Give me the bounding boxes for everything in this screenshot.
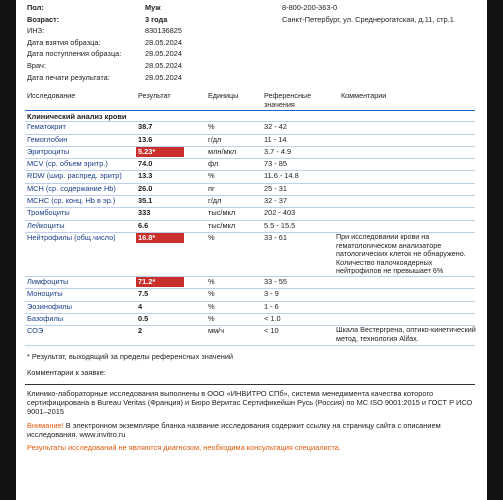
warning-label: Внимание! — [27, 421, 64, 430]
test-name: MCH (ср. содержание Hb) — [27, 184, 116, 193]
patient-field — [27, 60, 182, 72]
reference-range: 33 - 55 — [264, 277, 288, 286]
field-value: 28.05.2024 — [145, 37, 182, 47]
result-value: 333 — [138, 208, 151, 217]
reference-range: 202 - 403 — [264, 208, 296, 217]
warning-text — [27, 421, 477, 439]
flagged-result: 5.23* — [136, 147, 184, 157]
field-label: Дата взятия образца: — [27, 37, 101, 47]
reference-range: < 1.0 — [264, 314, 281, 323]
header-divider — [25, 110, 475, 111]
result-unit: % — [208, 302, 215, 311]
section-title: Клинический анализ крови — [27, 112, 127, 121]
test-name: Моноциты — [27, 289, 63, 298]
test-name: Лимфоциты — [27, 277, 69, 286]
test-name: MCHC (ср. конц. Hb в эр.) — [27, 196, 116, 205]
result-unit: пг — [208, 184, 215, 193]
comments-label: Комментарии к заявке: — [27, 368, 106, 377]
lab-address: Санкт-Петербург, ул. Среднерогатская, д.11, стр.1 — [282, 14, 454, 24]
lab-report — [16, 0, 487, 500]
field-label: Возраст: — [27, 14, 60, 24]
disclaimer-text: Результаты исследований не являются диагнозом, необходима консультация специалиста. — [27, 443, 341, 452]
result-value: 26.0 — [138, 184, 153, 193]
lab-phone: 8-800-200-363-0 — [282, 3, 338, 12]
row-divider — [25, 146, 475, 147]
reference-range: 1 - 6 — [264, 302, 279, 311]
test-name: Тромбоциты — [27, 208, 70, 217]
flagged-result: 16.8* — [136, 233, 184, 243]
result-value: 74.0 — [138, 159, 153, 168]
right-frame — [487, 0, 503, 500]
result-unit: % — [208, 171, 215, 180]
reference-range: 32 - 37 — [264, 196, 288, 205]
reference-range: 3 - 9 — [264, 289, 279, 298]
test-name: Гемоглобин — [27, 135, 68, 144]
reference-range: 5.5 - 15.5 — [264, 221, 296, 230]
field-value: 3 года — [145, 14, 168, 24]
reference-range: 33 - 61 — [264, 233, 288, 242]
test-name: Эритроциты — [27, 147, 70, 156]
patient-field — [27, 48, 182, 60]
field-label: ИНЗ: — [27, 26, 45, 36]
result-unit: % — [208, 289, 215, 298]
result-comment: Шкала Вестергрена, оптико-кинетический метод, технология Alifax. — [336, 325, 476, 343]
header-unit: Единицы — [208, 91, 239, 100]
patient-info — [27, 2, 182, 83]
patient-field — [27, 37, 182, 49]
footer-divider — [25, 384, 475, 385]
header-ref: Референсные значения — [264, 91, 312, 109]
reference-range: 73 - 85 — [264, 159, 288, 168]
left-frame — [0, 0, 16, 500]
result-value: 13.6 — [138, 135, 153, 144]
result-comment: При исследовании крови на гематологическом анализаторе патологических клеток не обнаружено. Количество палочкоядерных нейтрофилов не превышает 6% — [336, 232, 466, 276]
test-name: СОЭ — [27, 326, 44, 335]
row-divider — [25, 134, 475, 135]
certification-text: Клинико-лабораторные исследования выполнены в ООО «ИНВИТРО СПб», система менеджмента качества которого сертифицирована в Bureau Veritas (Франция) и Бюро Веритас Сертификейшн Русь (Россия) по МС ISO 9001:2015 и ГОСТ Р ИСО 9001–2015 — [27, 389, 473, 417]
result-value: 35.1 — [138, 196, 153, 205]
test-name: RDW (шир. распред. эритр) — [27, 171, 122, 180]
result-unit: % — [208, 233, 215, 242]
field-label: Пол: — [27, 3, 44, 12]
result-value: 0.5 — [138, 314, 149, 323]
result-unit: г/дл — [208, 135, 222, 144]
warning-body: В электронном экземпляре бланка название исследования содержит ссылку на страницу сайта с описанием исследования. www.invitro.ru — [27, 421, 441, 440]
flagged-result: 71.2* — [136, 277, 184, 287]
row-divider — [25, 121, 475, 122]
table-bottom-divider — [25, 345, 475, 346]
field-value: Муж — [145, 3, 161, 12]
patient-field — [27, 2, 182, 14]
footnote: * Результат, выходящий за пределы референсных значений — [27, 352, 234, 361]
row-divider — [25, 220, 475, 221]
patient-field — [27, 72, 182, 84]
reference-range: 3.7 - 4.9 — [264, 147, 292, 156]
result-value: 4 — [138, 302, 143, 311]
result-unit: % — [208, 277, 215, 286]
header-test: Исследование — [27, 91, 76, 100]
result-value: 7.5 — [138, 289, 149, 298]
header-result: Результат — [138, 91, 171, 100]
patient-field — [27, 14, 182, 26]
result-unit: тыс/мкл — [208, 221, 236, 230]
result-unit: млн/мкл — [208, 147, 237, 156]
patient-field — [27, 25, 182, 37]
result-value: 6.6 — [138, 221, 149, 230]
field-value: 28.05.2024 — [145, 49, 182, 59]
result-unit: тыс/мкл — [208, 208, 236, 217]
reference-range: 11 - 14 — [264, 135, 287, 144]
reference-range: 32 - 42 — [264, 122, 288, 131]
result-unit: г/дл — [208, 196, 222, 205]
test-name: Нейтрофилы (общ.число) — [27, 233, 116, 242]
header-comment: Комментарии — [341, 91, 387, 100]
row-divider — [25, 276, 475, 277]
test-name: Лейкоциты — [27, 221, 65, 230]
field-value: 28.05.2024 — [145, 72, 182, 82]
field-value: 28.05.2024 — [145, 60, 182, 70]
row-divider — [25, 301, 475, 302]
result-unit: фл — [208, 159, 219, 168]
lab-contact — [282, 2, 454, 25]
row-divider — [25, 313, 475, 314]
result-unit: % — [208, 314, 215, 323]
field-label: Врач: — [27, 60, 46, 70]
reference-range: < 10 — [264, 326, 279, 335]
test-name: Гематокрит — [27, 122, 66, 131]
test-name: MCV (ср. объем эритр.) — [27, 159, 108, 168]
reference-range: 25 - 31 — [264, 184, 288, 193]
result-value: 2 — [138, 326, 143, 335]
field-label: Дата поступления образца: — [27, 49, 122, 59]
row-divider — [25, 207, 475, 208]
reference-range: 11.6 - 14.8 — [264, 171, 299, 180]
row-divider — [25, 288, 475, 289]
field-label: Дата печати результата: — [27, 72, 110, 82]
result-unit: мм/ч — [208, 326, 225, 335]
test-name: Эозинофилы — [27, 302, 72, 311]
field-value: 830136825 — [145, 26, 182, 36]
result-value: 13.3 — [138, 171, 153, 180]
result-value: 38.7 — [138, 122, 153, 131]
result-unit: % — [208, 122, 215, 131]
test-name: Базофилы — [27, 314, 64, 323]
